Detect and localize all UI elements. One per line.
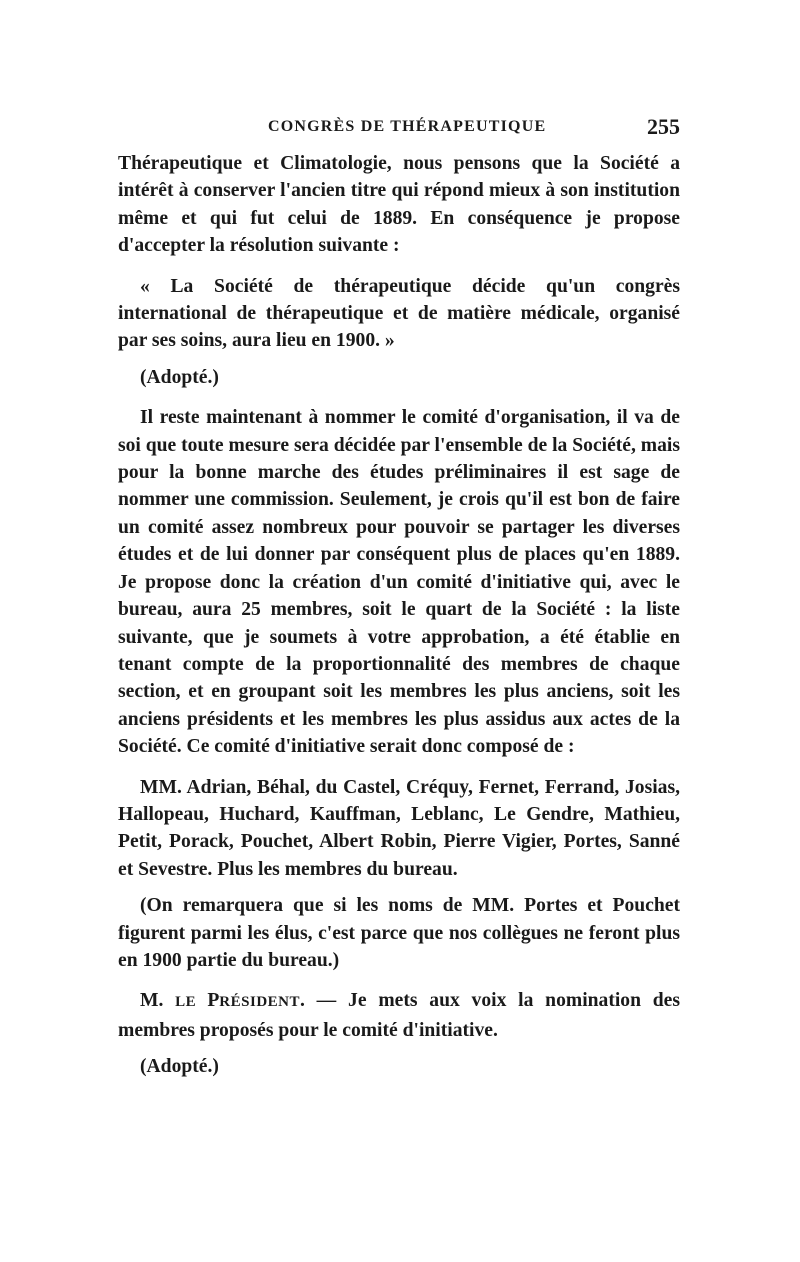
paragraph-resolution: « La Société de thérapeutique décide qu'un congrès international de thérapeutique et de matière médicale, organisé par ses soins, aura lieu en 1900. » bbox=[118, 275, 680, 352]
page-header bbox=[118, 114, 680, 144]
speaker-prefix: M. bbox=[140, 990, 176, 1012]
speaker-speech: . — Je mets aux voix la nomination des membres proposés pour le comité d'initiative. bbox=[118, 990, 680, 1041]
speaker-resident: RÉSIDENT bbox=[219, 994, 300, 1011]
speaker-le: LE bbox=[175, 994, 208, 1011]
paragraph-president bbox=[118, 987, 680, 1044]
page-number: 255 bbox=[647, 114, 680, 139]
paragraph-final-adopted: (Adopté.) bbox=[140, 1056, 219, 1078]
paragraph-committee: Il reste maintenant à nommer le comité d'organisation, il va de soi que toute mesure sera décidée par l'ensemble de la Société, mais pour la bonne marche des études préliminaires il est sage de nommer une commission. Seulement, je crois qu'il est bon de faire un comité assez nombreux pour pouvoir se partager les diverses études et de lui donner par conséquent plus de places qu'en 1889. Je propose donc la création d'un comité d'initiative qui, avec le bureau, aura 25 membres, soit le quart de la Société : la liste suivante, que je soumets à votre approbation, a été établie en tenant compte de la proportionnalité des membres de chaque section, et en groupant soit les membres les plus anciens, soit les anciens présidents et les membres les plus assidus aux actes de la Société. Ce comité d'initiative serait donc composé de : bbox=[118, 407, 680, 758]
paragraph-members: MM. Adrian, Béhal, du Castel, Créquy, Fernet, Ferrand, Josias, Hallopeau, Huchard, Kauffman, Leblanc, Le Gendre, Mathieu, Petit, Porack, Pouchet, Albert Robin, Pierre Vigier, Portes, Sanné et Sevestre. Plus les membres du bureau. bbox=[118, 776, 680, 880]
paragraph-note: (On remarquera que si les noms de MM. Portes et Pouchet figurent parmi les élus, c'est parce que nos collègues ne feront plus en 1900 partie du bureau.) bbox=[118, 895, 680, 971]
paragraph-intro: Thérapeutique et Climatologie, nous pensons que la Société a intérêt à conserver l'ancien titre qui répond mieux à son institution même et qui fut celui de 1889. En conséquence je propose d'accepter la résolution suivante : bbox=[118, 153, 680, 257]
paragraph-adopted: (Adopté.) bbox=[140, 366, 219, 388]
running-title: CONGRÈS DE THÉRAPEUTIQUE bbox=[268, 118, 547, 135]
speaker-p: P bbox=[207, 990, 220, 1012]
page-body bbox=[118, 150, 680, 1081]
